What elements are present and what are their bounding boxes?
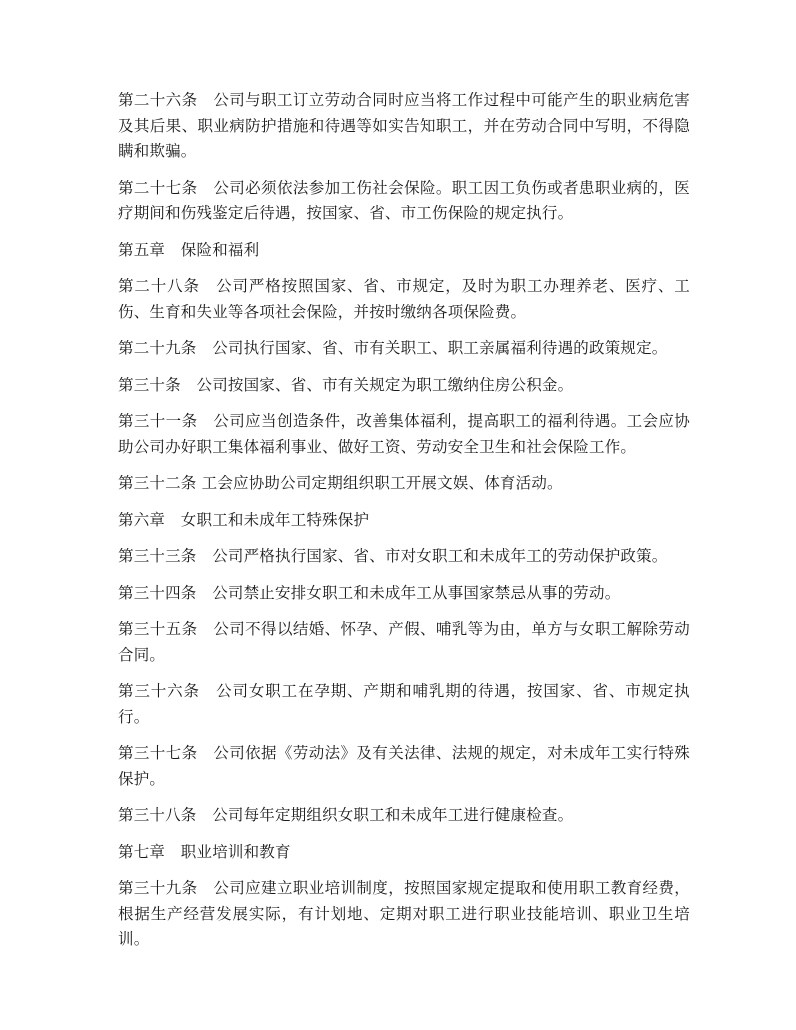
article-33: 第三十三条 公司严格执行国家、省、市对女职工和未成年工的劳动保护政策。 [118,547,668,565]
article-30: 第三十条 公司按国家、省、市有关规定为职工缴纳住房公积金。 [118,375,574,394]
article-32: 第三十二条 工会应协助公司定期组织职工开展文娱、体育活动。 [118,474,563,492]
article-38: 第三十八条 公司每年定期组织女职工和未成年工进行健康检查。 [118,806,574,824]
article-28: 第二十八条 公司严格按照国家、省、市规定，及时为职工办理养老、医疗、工伤、生育和失业等各项社会保险，并按时缴纳各项保险费。 [118,277,690,321]
article-34: 第三十四条 公司禁止安排女职工和未成年工从事国家禁忌从事的劳动。 [118,583,621,602]
article-31: 第三十一条 公司应当创造条件，改善集体福利，提高职工的福利待遇。工会应协助公司办好职工集体福利事业、做好工资、劳动安全卫生和社会保险工作。 [118,412,690,456]
article-37: 第三十七条 公司依据《劳动法》及有关法律、法规的规定，对未成年工实行特殊保护。 [118,744,690,788]
document-page [118,88,690,964]
article-26: 第二十六条 公司与职工订立劳动合同时应当将工作过程中可能产生的职业病危害及其后果、职业病防护措施和待遇等如实告知职工，并在劳动合同中写明，不得隐瞒和欺骗。 [118,91,690,160]
chapter-7-heading: 第七章 职业培训和教育 [118,842,291,861]
article-29: 第二十九条 公司执行国家、省、市有关职工、职工亲属福利待遇的政策规定。 [118,339,668,357]
article-27: 第二十七条 公司必须依法参加工伤社会保险。职工因工负伤或者患职业病的，医疗期间和伤残鉴定后待遇，按国家、省、市工伤保险的规定执行。 [118,178,690,222]
article-36: 第三十六条 公司女职工在孕期、产期和哺乳期的待遇，按国家、省、市规定执行。 [118,682,690,726]
article-35: 第三十五条 公司不得以结婚、怀孕、产假、哺乳等为由，单方与女职工解除劳动合同。 [118,620,690,664]
chapter-5-heading: 第五章 保险和福利 [118,240,260,259]
chapter-6-heading: 第六章 女职工和未成年工特殊保护 [118,510,370,529]
article-39: 第三十九条 公司应建立职业培训制度，按照国家规定提取和使用职工教育经费，根据生产经营发展实际，有计划地、定期对职工进行职业技能培训、职业卫生培训。 [118,879,690,948]
